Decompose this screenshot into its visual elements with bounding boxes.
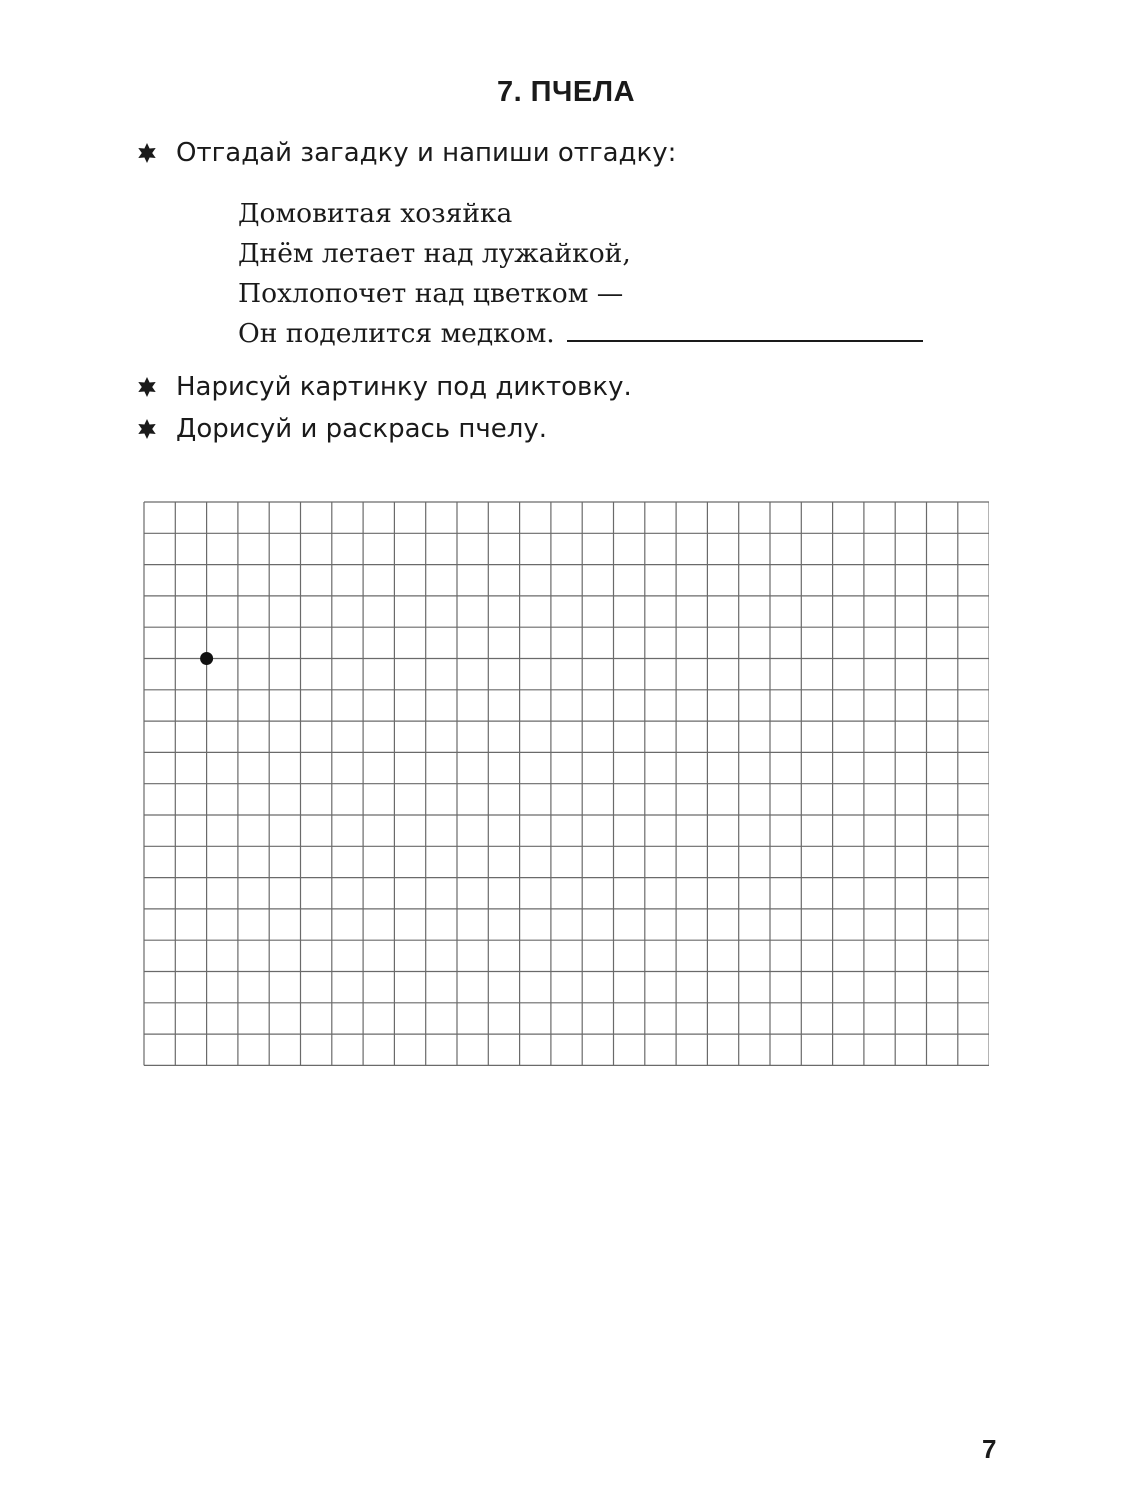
- riddle: [238, 194, 923, 354]
- riddle-line: Похлопочет над цветком —: [238, 278, 624, 309]
- task-1: [136, 138, 676, 168]
- task-1-text: Отгадай загадку и напиши отгадку:: [176, 138, 677, 168]
- page-number: 7: [982, 1434, 997, 1464]
- task-3: [136, 414, 547, 444]
- riddle-line: Домовитая хозяйка: [238, 198, 513, 229]
- riddle-line: Днём летает над лужайкой,: [238, 238, 631, 269]
- task-2: [136, 372, 632, 402]
- task-2-text: Нарисуй картинку под диктовку.: [176, 372, 632, 402]
- drawing-grid[interactable]: [143, 501, 989, 1074]
- star-bullet-icon: [136, 418, 158, 440]
- star-bullet-icon: [136, 142, 158, 164]
- grid-canvas[interactable]: [143, 501, 989, 1069]
- start-dot: [200, 652, 213, 665]
- task-3-text: Дорисуй и раскрась пчелу.: [176, 414, 548, 444]
- answer-field[interactable]: [567, 318, 923, 342]
- star-bullet-icon: [136, 376, 158, 398]
- riddle-line-last: [238, 314, 923, 354]
- riddle-line: Он поделится медком.: [238, 318, 555, 349]
- page-title: 7. ПЧЕЛА: [496, 76, 636, 108]
